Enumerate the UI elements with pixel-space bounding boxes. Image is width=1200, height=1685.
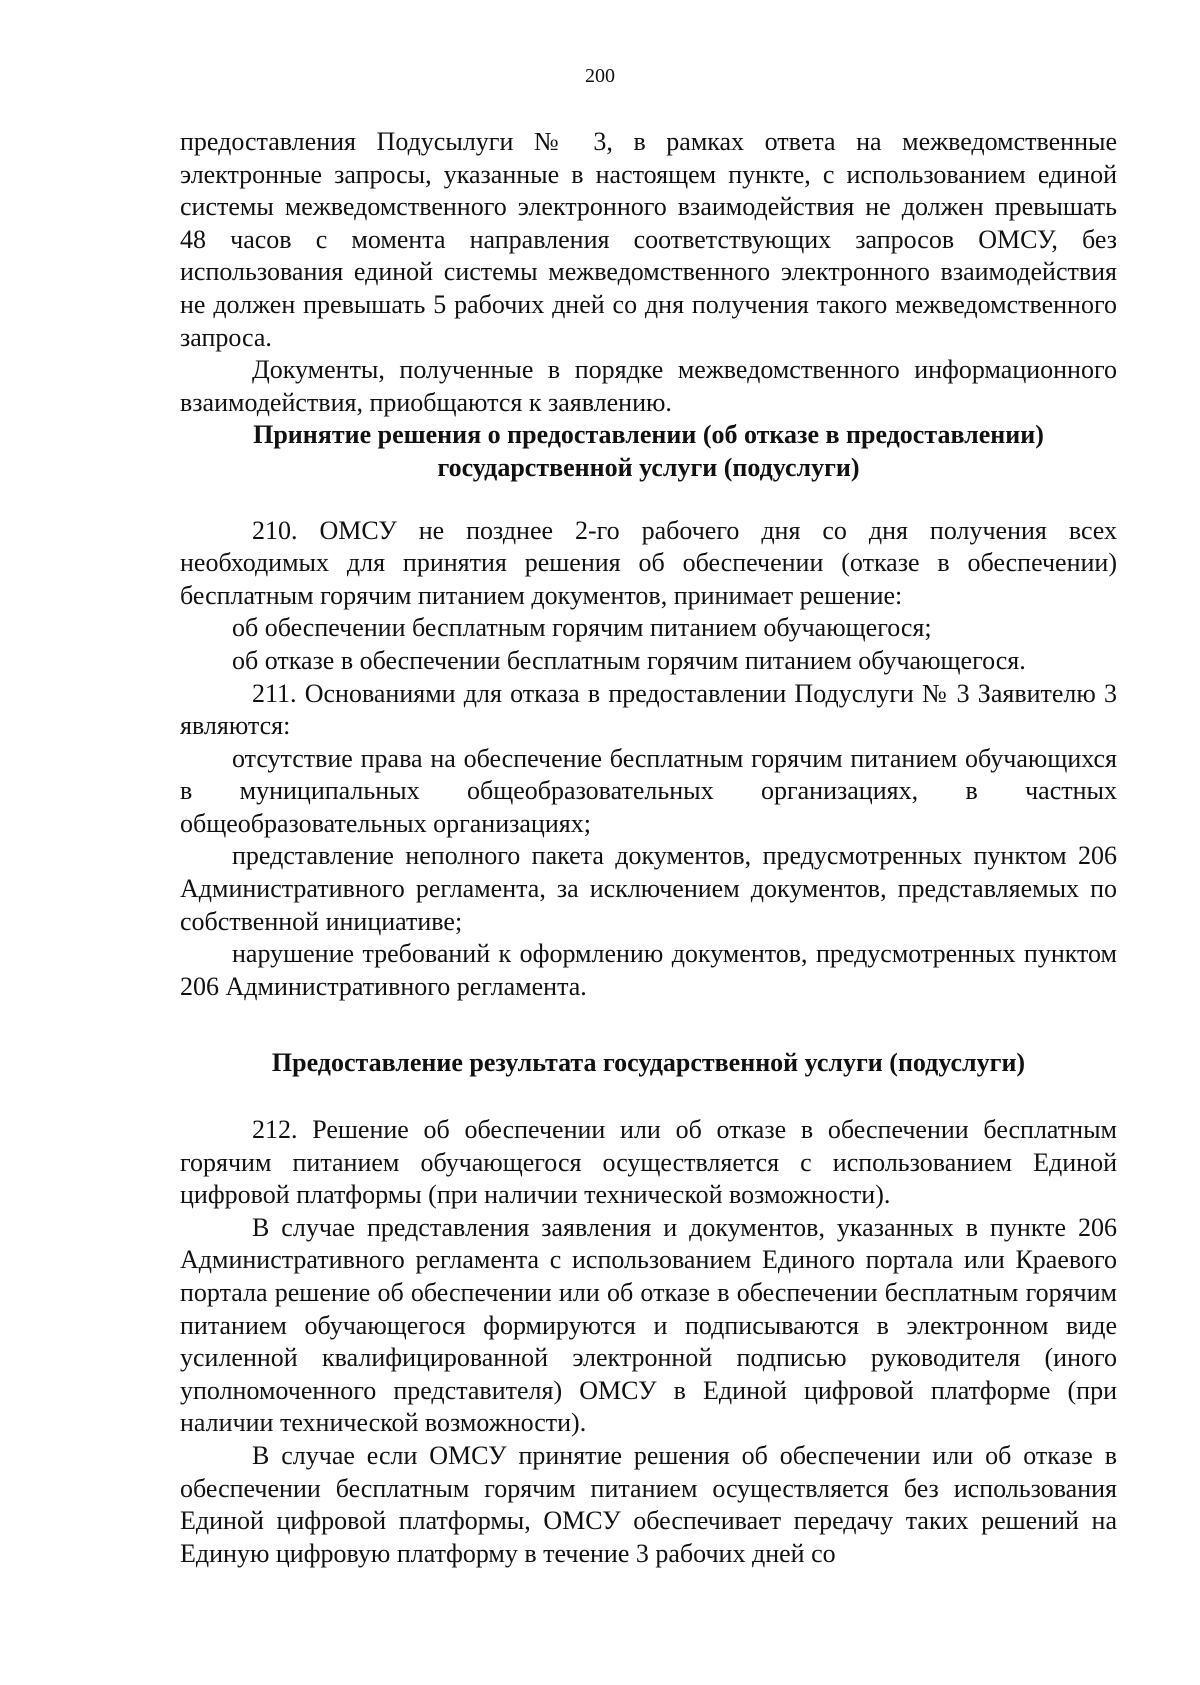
paragraph-211: 211. Основаниями для отказа в предоставлении Подуслуги № 3 Заявителю 3 являются: <box>180 678 1117 741</box>
list-item-211-format-violation: нарушение требований к оформлению документов, предусмотренных пунктом 206 Административного регламента. <box>180 939 1117 1001</box>
paragraph-212-no-platform: В случае если ОМСУ принятие решения об обеспечении или об отказе в обеспечении бесплатным горячим питанием осуществляется без использования Единой цифровой платформы, ОМСУ обеспечивает передачу таких решений на Единую цифровую платформу в течение 3 рабочих дней со <box>180 1440 1117 1568</box>
page-number: 200 <box>585 65 615 87</box>
section-heading-result: Предоставление результата государственной услуги (подуслуги) <box>271 1048 1026 1078</box>
spacer <box>180 485 1117 515</box>
spacer <box>180 1003 1117 1047</box>
paragraph-continuation: предоставления Подусылуги № 3, в рамках ответа на межведомственные электронные запросы, указанные в настоящем пункте, с использованием единой системы межведомственного электронного взаимодействия не должен превышать 48 часов с момента направления соответствующих запросов ОМСУ, без использования единой системы межведомственного электронного взаимодействия не должен превышать 5 рабочих дней со дня получения такого межведомственного запроса. <box>180 127 1117 352</box>
list-item-210-provide: об обеспечении бесплатным горячим питанием обучающегося; <box>232 613 932 643</box>
section-heading-decision-line2: государственной услуги (подуслуги) <box>437 452 860 482</box>
paragraph-212: 212. Решение об обеспечении или об отказе в обеспечении бесплатным горячим питанием обучающегося осуществляется с использованием Единой цифровой платформы (при наличии технической возможности). <box>180 1115 1117 1210</box>
section-heading-decision-line1: Принятие решения о предоставлении (об отказе в предоставлении) <box>253 420 1044 450</box>
list-item-211-no-right: отсутствие права на обеспечение бесплатным горячим питанием обучающихся в муниципальных общеобразовательных организациях, в частных общеобразовательных организациях; <box>180 743 1117 838</box>
spacer <box>180 1080 1117 1114</box>
list-item-210-refuse: об отказе в обеспечении бесплатным горячим питанием обучающегося. <box>232 645 1026 675</box>
paragraph-212-portal: В случае представления заявления и документов, указанных в пункте 206 Административного регламента с использованием Единого портала или Краевого портала решение об обеспечении или об отказе в обеспечении бесплатным горячим питанием обучающегося формируются и подписываются в электронном виде усиленной квалифицированной электронной подписью руководителя (иного уполномоченного представителя) ОМСУ в Единой цифровой платформе (при наличии технической возможности). <box>180 1212 1117 1438</box>
paragraph-210: 210. ОМСУ не позднее 2-го рабочего дня со дня получения всех необходимых для принятия решения об обеспечении (отказе в обеспечении) бесплатным горячим питанием документов, принимает решение: <box>180 515 1117 610</box>
paragraph-documents: Документы, полученные в порядке межведомственного информационного взаимодействия, приобщаются к заявлению. <box>180 355 1117 417</box>
document-body <box>180 126 1117 1570</box>
list-item-211-incomplete: представление неполного пакета документов, предусмотренных пунктом 206 Административного регламента, за исключением документов, представляемых по собственной инициативе; <box>180 841 1117 936</box>
